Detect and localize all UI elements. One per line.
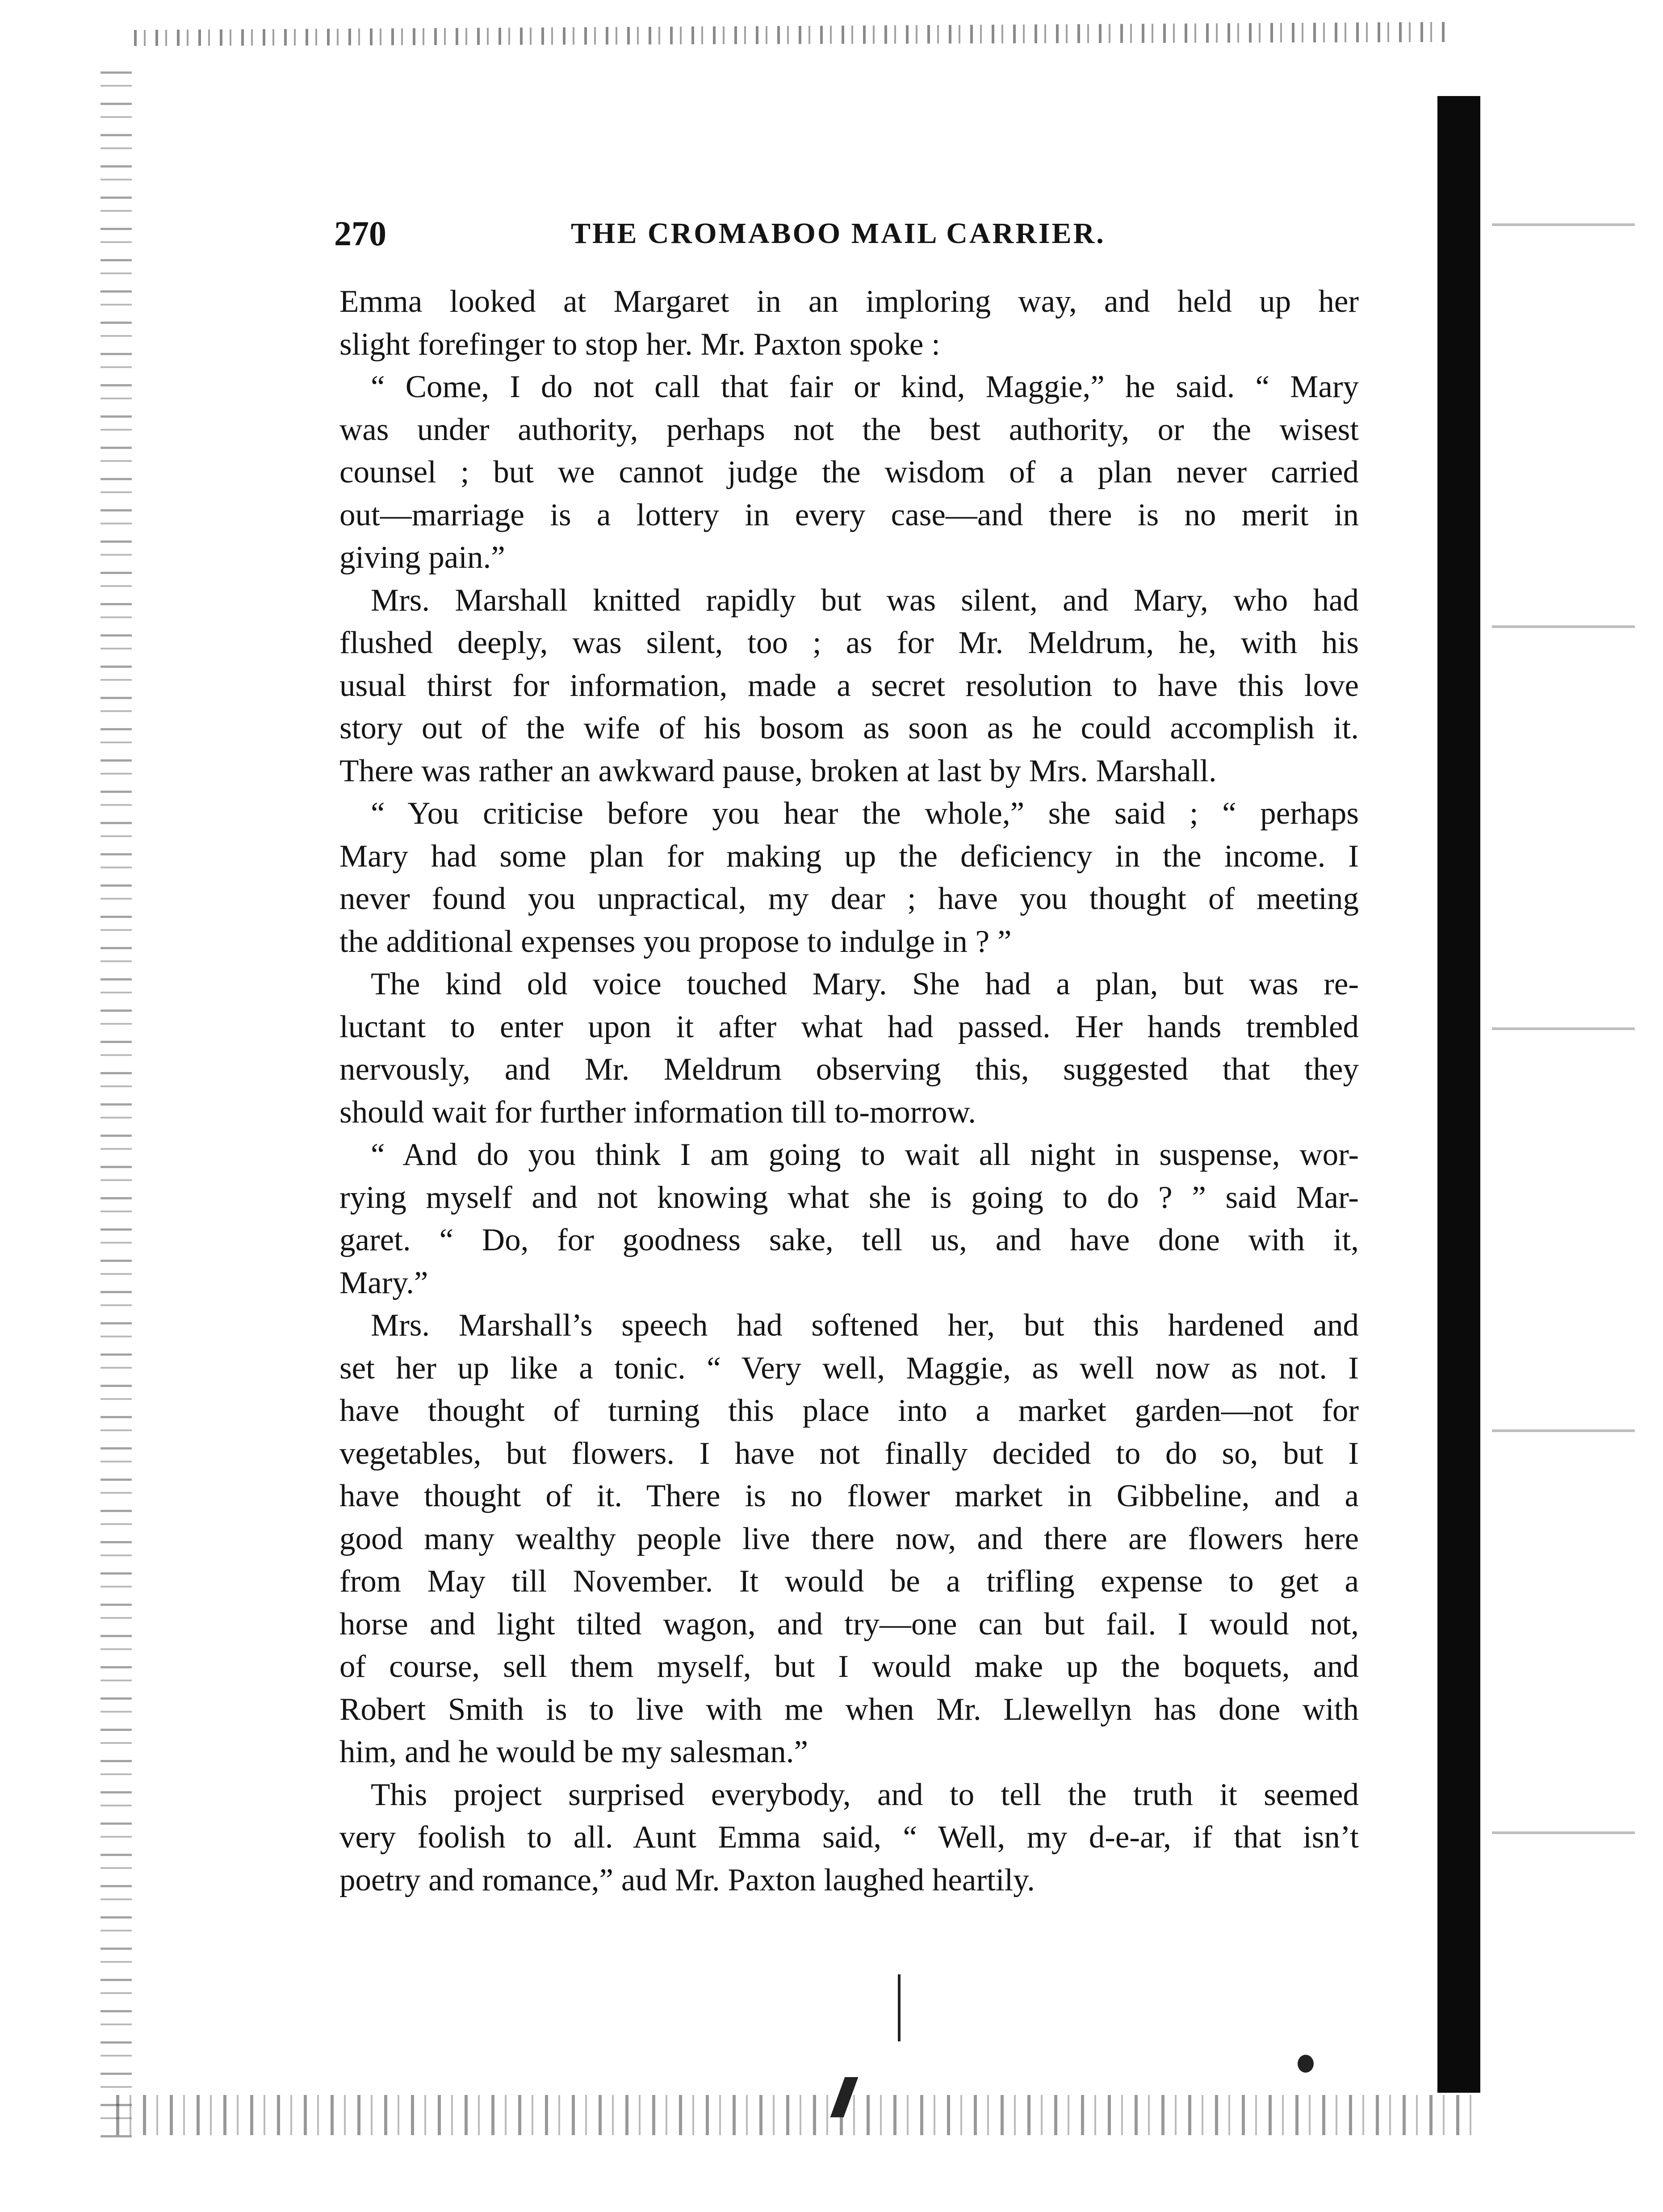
text-line: good many wealthy people live there now, and there are flowers here — [339, 1521, 1359, 1556]
text-line: Mary had some plan for making up the deficiency in the income. I — [339, 838, 1359, 874]
page-header — [334, 214, 1406, 254]
text-line: “ You criticise before you hear the whole,” she said ; “ perhaps — [371, 796, 1359, 831]
text-line: Robert Smith is to live with me when Mr. Llewellyn has done with — [339, 1692, 1359, 1727]
text-line: counsel ; but we cannot judge the wisdom of a plan never carried — [339, 455, 1359, 490]
text-line: very foolish to all. Aunt Emma said, “ Well, my d-e-ar, if that isn’t — [339, 1820, 1359, 1855]
text-line: giving pain.” — [339, 540, 505, 575]
running-head: THE CROMABOO MAIL CARRIER. — [571, 217, 1106, 250]
text-line: the additional expenses you propose to indulge in ? ” — [339, 924, 1012, 959]
text-line: out—marriage is a lottery in every case—and there is no merit in — [339, 497, 1359, 532]
text-line: slight forefinger to stop her. Mr. Paxton spoke : — [339, 327, 940, 362]
text-line: never found you unpractical, my dear ; have you thought of meeting — [339, 881, 1359, 916]
text-line: Mrs. Marshall knitted rapidly but was silent, and Mary, who had — [371, 582, 1359, 618]
text-line: luctant to enter upon it after what had passed. Her hands trembled — [339, 1009, 1359, 1044]
text-line: There was rather an awkward pause, broken at last by Mrs. Marshall. — [339, 753, 1217, 788]
scan-noise-left — [101, 71, 132, 2149]
scan-noise-top — [134, 18, 1452, 58]
scan-noise-right — [1492, 54, 1635, 2153]
text-line: “ Come, I do not call that fair or kind, Maggie,” he said. “ Mary — [371, 369, 1359, 404]
text-line: Mrs. Marshall’s speech had softened her, but this hardened and — [371, 1308, 1359, 1343]
text-line: garet. “ Do, for goodness sake, tell us, and have done with it, — [339, 1223, 1359, 1257]
text-line: of course, sell them myself, but I would make up the boquets, and — [339, 1649, 1359, 1684]
text-line: should wait for further information till to-morrow. — [339, 1094, 976, 1130]
scan-speck — [898, 1974, 901, 2041]
body-text — [339, 281, 1359, 1902]
text-line: him, and he would be my salesman.” — [339, 1734, 808, 1769]
text-line: usual thirst for information, made a secret resolution to have this love — [339, 668, 1359, 703]
text-line: rying myself and not knowing what she is going to do ? ” said Mar- — [339, 1180, 1359, 1215]
text-line: horse and light tilted wagon, and try—one can but fail. I would not, — [339, 1606, 1359, 1642]
page-edge-shadow — [1437, 96, 1480, 2093]
scan-speck — [1298, 2055, 1314, 2073]
text-line: nervously, and Mr. Meldrum observing this, suggested that they — [339, 1052, 1359, 1087]
text-line: “ And do you think I am going to wait all night in suspense, wor- — [371, 1137, 1359, 1172]
scan-noise-bottom — [116, 2095, 1479, 2135]
text-line: have thought of turning this place into a market garden—not for — [339, 1393, 1359, 1428]
text-line: poetry and romance,” aud Mr. Paxton laughed heartily. — [339, 1862, 1035, 1898]
text-line: The kind old voice touched Mary. She had a plan, but was re- — [371, 967, 1359, 1001]
text-line: flushed deeply, was silent, too ; as for Mr. Meldrum, he, with his — [339, 625, 1359, 660]
text-line: set her up like a tonic. “ Very well, Maggie, as well now as not. I — [339, 1350, 1359, 1386]
text-line: from May till November. It would be a trifling expense to get a — [339, 1564, 1359, 1599]
text-line: story out of the wife of his bosom as soon as he could accomplish it. — [339, 711, 1359, 746]
page-number: 270 — [334, 214, 386, 253]
text-line: This project surprised everybody, and to tell the truth it seemed — [371, 1777, 1359, 1812]
text-line: Mary.” — [339, 1265, 428, 1300]
text-line: have thought of it. There is no flower market in Gibbeline, and a — [339, 1479, 1359, 1513]
text-line: vegetables, but flowers. I have not finally decided to do so, but I — [339, 1436, 1359, 1471]
text-line: was under authority, perhaps not the best authority, or the wisest — [339, 412, 1359, 447]
text-line: Emma looked at Margaret in an imploring way, and held up her — [339, 284, 1359, 319]
